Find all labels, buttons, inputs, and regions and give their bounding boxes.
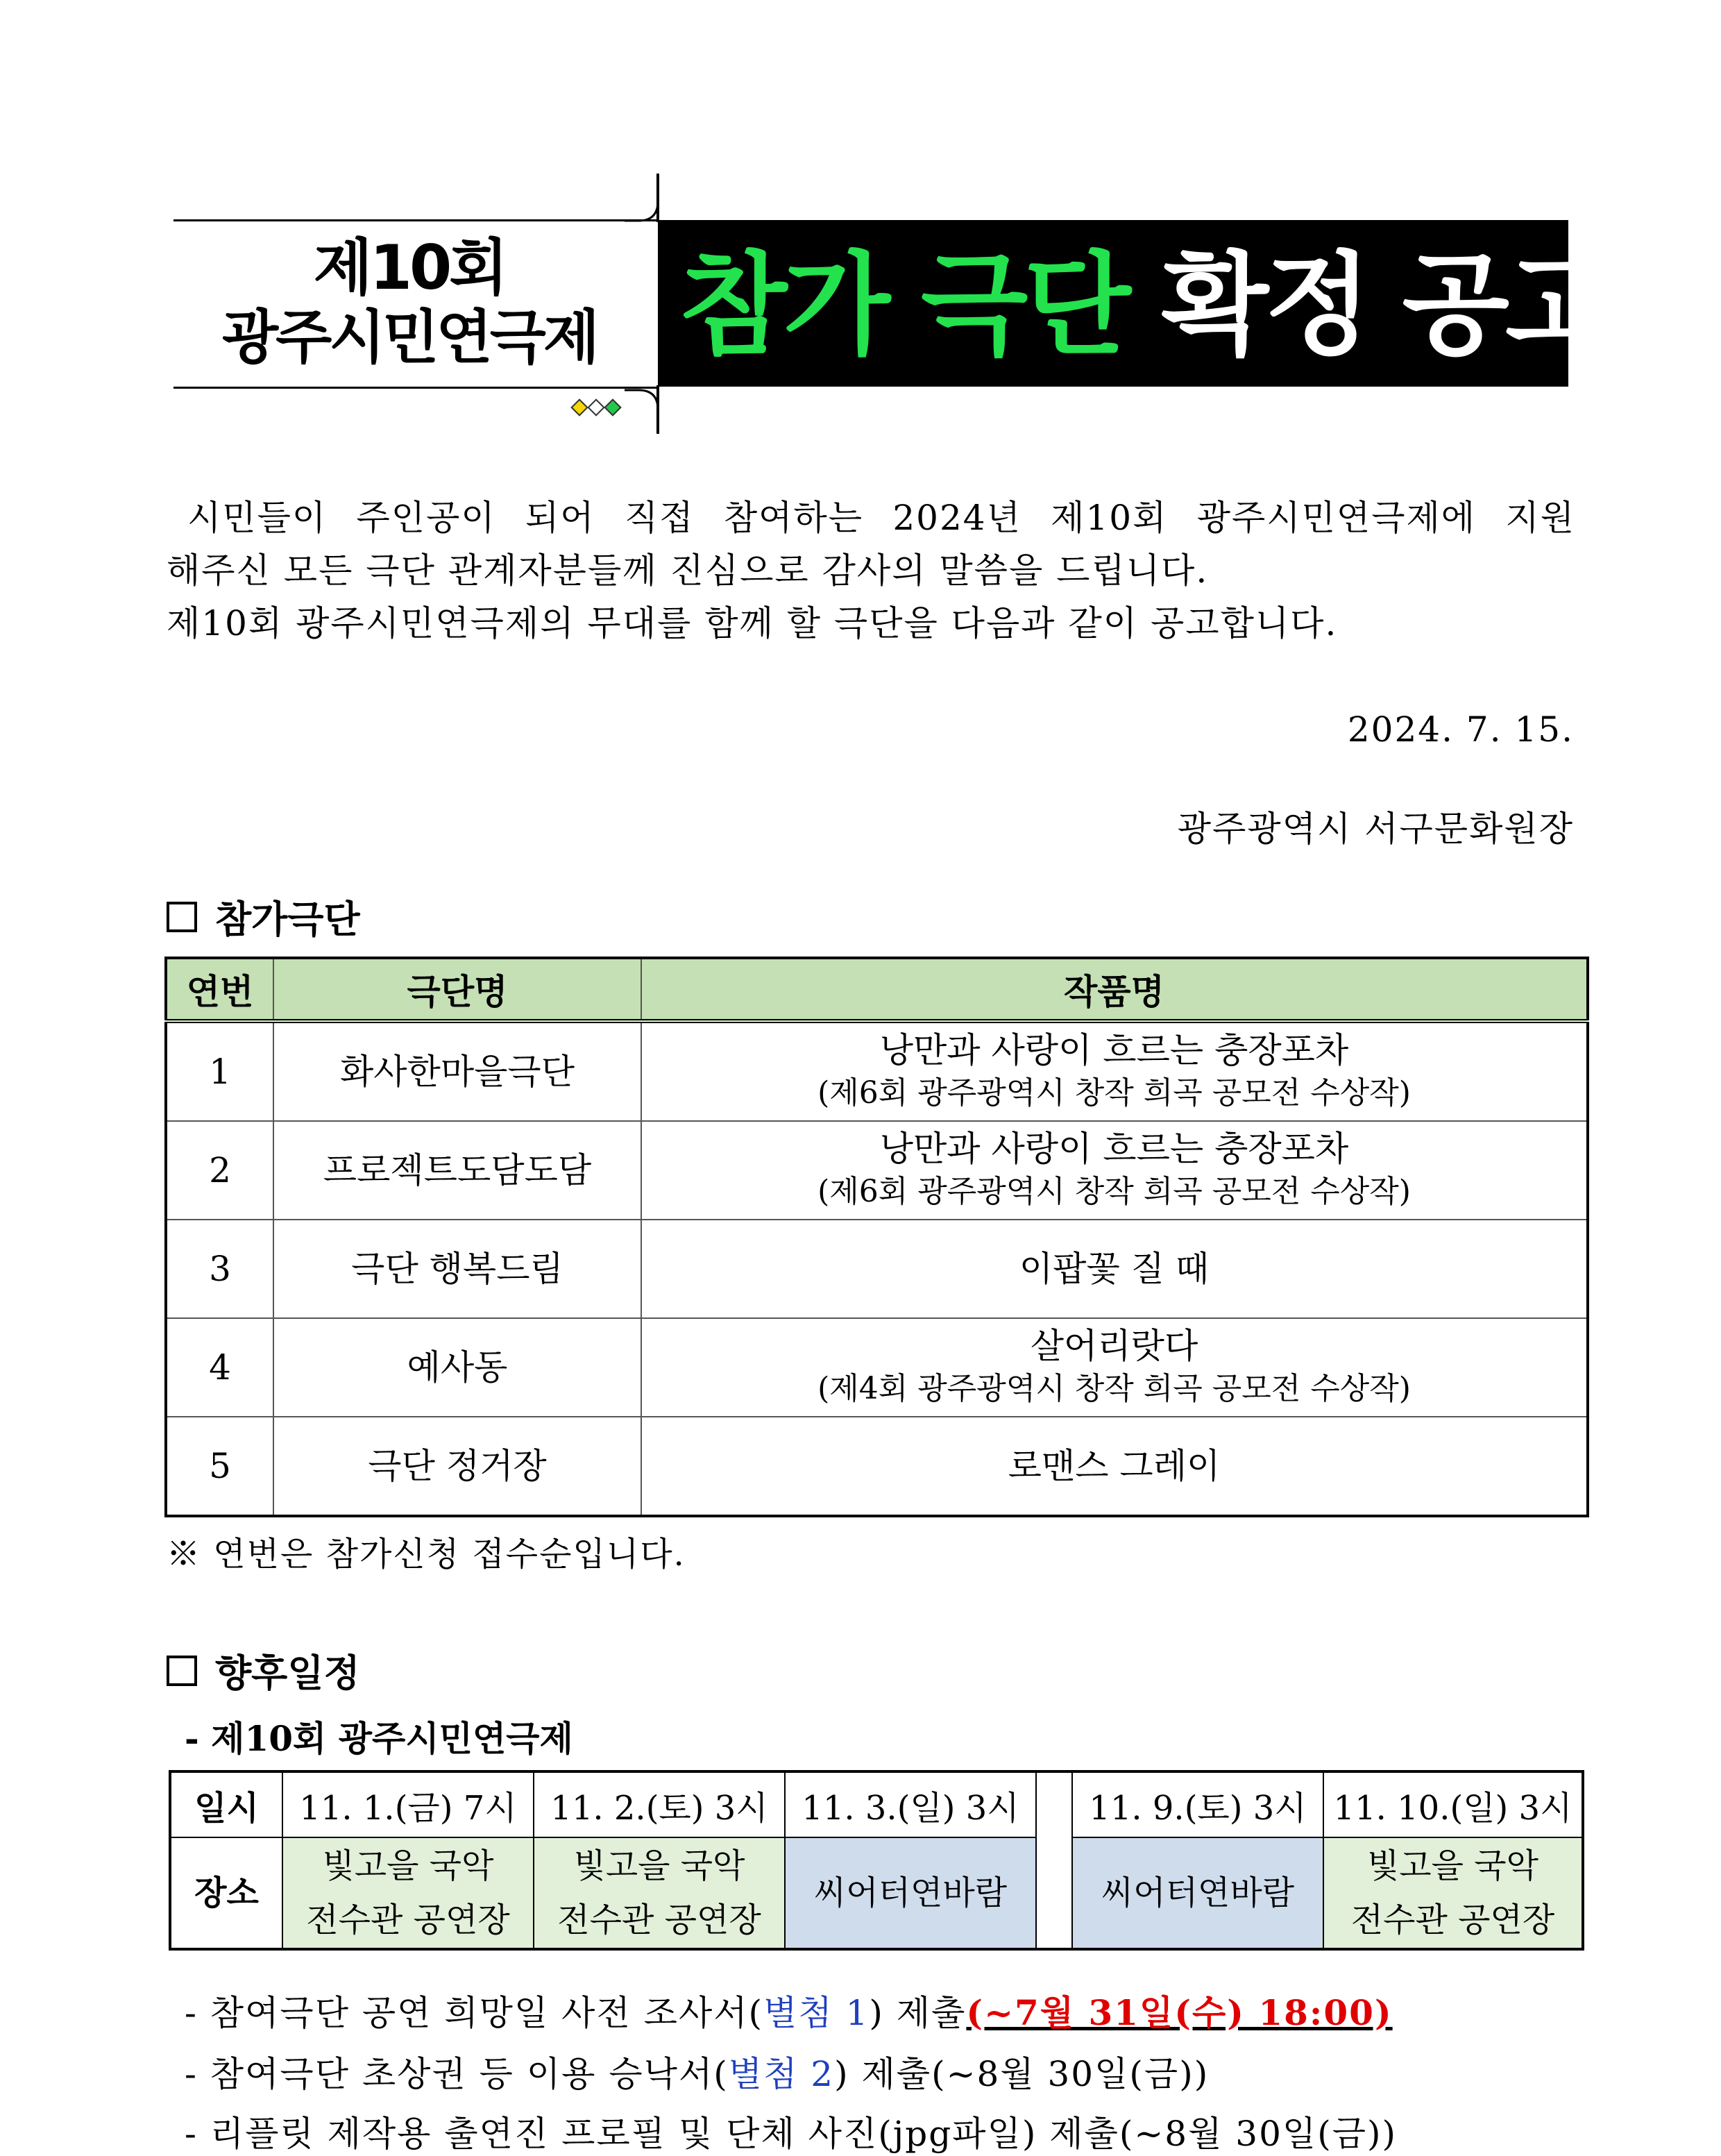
header-no: 연번 [166,958,273,1021]
checkbox-icon [167,902,197,932]
date-cell: 11. 3.(일) 3시 [785,1771,1036,1837]
row-troupe: 예사동 [273,1318,641,1417]
place-cell: 빛고을 국악 전수관 공연장 [1323,1837,1583,1949]
header-work: 작품명 [641,958,1588,1021]
row-no: 2 [166,1121,273,1220]
section-schedule-title [167,1644,360,1697]
label-place: 장소 [170,1837,282,1949]
place-cell: 빛고을 국악 전수관 공연장 [282,1837,534,1949]
intro-line-3: 제10회 광주시민연극제의 무대를 함께 할 극단을 다음과 같이 공고합니다. [167,603,1338,643]
intro-line-1: 시민들이 주인공이 되어 직접 참여하는 2024년 제10회 광주시민연극제에 지원 [187,498,1575,538]
schedule-place-row [170,1837,1583,1949]
announcement-date: 2024. 7. 15. [1347,709,1574,750]
deadline-highlight: (~7월 31일(수) 18:00) [966,1992,1393,2033]
row-troupe: 프로젝트도담도담 [273,1121,641,1220]
section-schedule-label: 향후일정 [215,1651,360,1695]
row-troupe: 극단 정거장 [273,1417,641,1516]
schedule-subtitle: - 제10회 광주시민연극제 [185,1718,573,1759]
intro-paragraph [167,491,1575,650]
table-row [166,1318,1588,1417]
table-row [166,1220,1588,1318]
banner-title [680,236,1609,375]
intro-line-2: 해주신 모든 극단 관계자분들께 진심으로 감사의 말씀을 드립니다. [167,550,1209,591]
row-troupe: 극단 행복드림 [273,1220,641,1318]
banner-top-line [173,219,659,221]
row-no: 5 [166,1417,273,1516]
schedule-item-3: - 리플릿 제작용 출연진 프로필 및 단체 사진(jpg파일) 제출(~8월 30일(금)) [185,2114,1398,2154]
table-header-row [166,958,1588,1021]
date-cell: 11. 9.(토) 3시 [1072,1771,1323,1837]
attachment-link-1[interactable]: 별첨 1 [763,1993,870,2033]
table-row [166,1121,1588,1220]
row-work: 살어리랏다 (제4회 광주광역시 창작 희곡 공모전 수상작) [641,1318,1588,1417]
section-participants-label: 참가극단 [215,897,360,941]
row-no: 1 [166,1021,273,1121]
row-work: 로맨스 그레이 [641,1417,1588,1516]
attachment-link-2[interactable]: 별첨 2 [728,2054,835,2094]
section-participants-title [167,890,360,943]
label-date: 일시 [170,1771,282,1837]
date-cell: 11. 2.(토) 3시 [534,1771,785,1837]
table-row [166,1021,1588,1121]
banner-festival-name: 광주시민연극제 [221,303,597,371]
row-work: 낭만과 사랑이 흐르는 충장포차 (제6회 광주광역시 창작 희곡 공모전 수상작) [641,1121,1588,1220]
row-no: 4 [166,1318,273,1417]
banner-title-green: 참가 극단 [680,240,1127,370]
schedule-table [169,1770,1584,1951]
place-cell: 씨어터연바람 [1072,1837,1323,1949]
row-work: 이팝꽃 질 때 [641,1220,1588,1318]
issuer: 광주광역시 서구문화원장 [1177,809,1574,849]
checkbox-icon [167,1656,197,1686]
schedule-item-2: - 참여극단 초상권 등 이용 승낙서(별첨 2) 제출(~8월 30일(금)) [185,2054,1210,2094]
participants-table [164,957,1589,1517]
table-row [166,1417,1588,1516]
diamond-yellow-icon [570,398,588,416]
date-cell: 11. 1.(금) 7시 [282,1771,534,1837]
place-cell: 씨어터연바람 [785,1837,1036,1949]
row-troupe: 화사한마을극단 [273,1021,641,1121]
row-no: 3 [166,1220,273,1318]
schedule-date-row [170,1771,1583,1837]
place-cell: 빛고을 국악 전수관 공연장 [534,1837,785,1949]
schedule-gap [1036,1771,1072,1949]
header-troupe: 극단명 [273,958,641,1021]
schedule-item-1: - 참여극단 공연 희망일 사전 조사서(별첨 1) 제출(~7월 31일(수) 18:00) [185,1992,1393,2033]
table-footnote: ※ 연번은 참가신청 접수순입니다. [167,1535,686,1574]
row-work: 낭만과 사랑이 흐르는 충장포차 (제6회 광주광역시 창작 희곡 공모전 수상작) [641,1021,1588,1121]
banner-bottom-line [173,387,659,389]
diamond-white-icon [587,398,604,416]
diamond-green-icon [604,398,621,416]
date-cell: 11. 10.(일) 3시 [1323,1771,1583,1837]
banner-title-white: 확정 공고 [1161,240,1609,370]
banner-edition: 제10회 [313,232,506,303]
